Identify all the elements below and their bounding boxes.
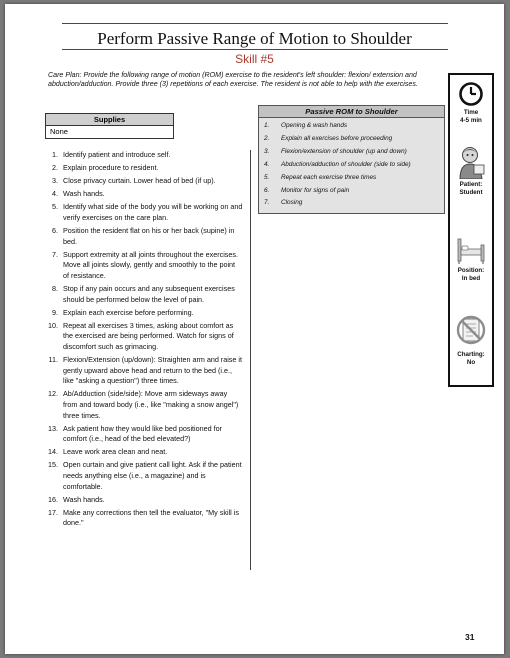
position-value: In bed bbox=[461, 275, 481, 282]
step-number: 14. bbox=[48, 447, 58, 457]
supplies-box bbox=[45, 113, 174, 139]
care-plan-text: Care Plan: Provide the following range of motion (ROM) exercise to the resident's left shoulder: flexion/ extension and abduction/adduction. Provide three (3) repetitions of each exercise. The resident is not able to help with the exercises. bbox=[48, 71, 418, 88]
rom-item bbox=[259, 159, 444, 172]
step-number: 10. bbox=[48, 320, 58, 330]
position-label: Position: bbox=[457, 267, 485, 274]
patient-label: Patient: bbox=[459, 181, 483, 188]
step-number: 12. bbox=[48, 389, 58, 399]
rom-item bbox=[259, 172, 444, 185]
procedure-step bbox=[45, 424, 243, 445]
procedure-steps bbox=[45, 150, 243, 532]
step-number: 17. bbox=[48, 507, 58, 517]
procedure-step bbox=[45, 226, 243, 247]
page-number: 31 bbox=[465, 632, 475, 642]
no-charting-icon bbox=[455, 313, 487, 349]
step-text: Wash hands. bbox=[63, 494, 105, 504]
step-text: Close privacy curtain. Lower head of bed (if up). bbox=[63, 176, 216, 186]
step-number: 8. bbox=[52, 284, 58, 294]
rom-item bbox=[259, 120, 444, 133]
step-text: Wash hands. bbox=[63, 189, 105, 199]
rom-item-text: Flexion/extension of shoulder (up and down) bbox=[281, 147, 407, 155]
procedure-step bbox=[45, 308, 243, 319]
patient-icon bbox=[456, 145, 486, 179]
rom-item-text: Monitor for signs of pain bbox=[281, 186, 350, 194]
procedure-step bbox=[45, 150, 243, 161]
step-text: Ask patient how they would like bed positioned for comfort (i.e., head of the bed elevated?) bbox=[63, 423, 223, 444]
step-text: Identify what side of the body you will be working on and verify exercises on the care plan. bbox=[63, 202, 243, 222]
rom-item-text: Explain all exercises before proceeding bbox=[281, 134, 393, 142]
step-text: Explain procedure to resident. bbox=[63, 163, 159, 173]
charting-section bbox=[450, 313, 492, 367]
procedure-step bbox=[45, 495, 243, 506]
rom-item-text: Opening & wash hands bbox=[281, 122, 348, 129]
position-section bbox=[450, 235, 492, 283]
step-text: Repeat all exercises 3 times, asking about comfort as the exercised are being performed. Watch for signs of discomfort such as grimacing. bbox=[63, 320, 234, 351]
rom-item bbox=[259, 133, 444, 146]
rom-item bbox=[259, 197, 444, 210]
step-number: 5. bbox=[52, 202, 58, 212]
bed-icon bbox=[455, 235, 487, 265]
rom-item-number: 4. bbox=[264, 160, 270, 168]
step-number: 4. bbox=[52, 189, 58, 199]
document-page bbox=[5, 4, 504, 654]
column-divider bbox=[250, 150, 251, 570]
step-number: 13. bbox=[48, 423, 58, 433]
time-value: 4-5 min bbox=[460, 117, 482, 124]
title-rule-middle bbox=[62, 49, 448, 50]
skill-number: Skill #5 bbox=[235, 52, 274, 66]
procedure-step bbox=[45, 447, 243, 458]
procedure-step bbox=[45, 176, 243, 187]
step-number: 1. bbox=[52, 150, 58, 159]
rom-item-text: Repeat each exercise three times bbox=[281, 173, 377, 181]
rom-item-text: Abduction/adduction of shoulder (side to side) bbox=[281, 160, 411, 168]
step-text: Make any corrections then tell the evaluator, "My skill is done." bbox=[63, 507, 239, 528]
rom-item-text: Closing bbox=[281, 199, 303, 207]
patient-value: Student bbox=[459, 189, 483, 196]
rom-header: Passive ROM to Shoulder bbox=[259, 106, 444, 118]
charting-label: Charting: bbox=[457, 351, 485, 358]
step-text: Explain each exercise before performing. bbox=[63, 307, 194, 317]
info-sidebar bbox=[448, 73, 494, 387]
procedure-step bbox=[45, 189, 243, 200]
step-text: Identify patient and introduce self. bbox=[63, 150, 171, 159]
clock-icon bbox=[458, 81, 484, 107]
rom-list bbox=[259, 118, 444, 213]
step-text: Position the resident flat on his or her back (supine) in bed. bbox=[63, 226, 235, 246]
step-text: Flexion/Extension (up/down): Straighten arm and raise it gently upward above head and return to the bed (i.e., like "asking a question") three times. bbox=[63, 355, 242, 386]
rom-item-number: 6. bbox=[264, 186, 270, 194]
step-text: Support extremity at all joints throughout the exercises. Move all joints slowly, gently and smoothly to the point of resistance. bbox=[63, 249, 238, 280]
step-number: 7. bbox=[52, 249, 58, 259]
rom-item-number: 5. bbox=[264, 173, 270, 181]
procedure-step bbox=[45, 355, 243, 387]
procedure-step bbox=[45, 202, 243, 223]
supplies-header: Supplies bbox=[46, 114, 173, 126]
patient-section bbox=[450, 145, 492, 197]
rom-checklist-box bbox=[258, 105, 445, 214]
step-text: Stop if any pain occurs and any subsequent exercises should be performed below the level of pain. bbox=[63, 284, 235, 304]
procedure-step bbox=[45, 163, 243, 174]
rom-item bbox=[259, 185, 444, 198]
time-label: Time bbox=[463, 109, 479, 116]
rom-item-number: 3. bbox=[264, 147, 270, 155]
rom-item-number: 7. bbox=[264, 199, 270, 207]
supplies-value: None bbox=[50, 127, 68, 136]
step-number: 11. bbox=[48, 355, 58, 365]
step-number: 16. bbox=[48, 494, 58, 504]
step-number: 3. bbox=[52, 176, 58, 186]
step-number: 9. bbox=[52, 307, 58, 317]
procedure-step bbox=[45, 284, 243, 305]
procedure-step bbox=[45, 460, 243, 492]
rom-item bbox=[259, 146, 444, 159]
title-rule-top bbox=[62, 23, 448, 24]
procedure-step bbox=[45, 250, 243, 282]
step-number: 2. bbox=[52, 163, 58, 173]
procedure-step bbox=[45, 321, 243, 353]
procedure-step bbox=[45, 508, 243, 529]
rom-item-number: 1. bbox=[264, 122, 270, 129]
procedure-step bbox=[45, 389, 243, 421]
step-text: Ab/Adduction (side/side): Move arm sideways away from and toward body (i.e., like "making a snow angel") three times. bbox=[63, 389, 239, 420]
page-title: Perform Passive Range of Motion to Shoulder bbox=[97, 29, 412, 48]
step-text: Open curtain and give patient call light. Ask if the patient needs anything else (i.e., a magazine) and is comfortable. bbox=[63, 460, 242, 491]
step-number: 6. bbox=[52, 226, 58, 236]
rom-item-number: 2. bbox=[264, 134, 270, 142]
step-text: Leave work area clean and neat. bbox=[63, 447, 168, 457]
step-number: 15. bbox=[48, 460, 58, 470]
time-section bbox=[450, 81, 492, 125]
charting-value: No bbox=[466, 359, 476, 366]
